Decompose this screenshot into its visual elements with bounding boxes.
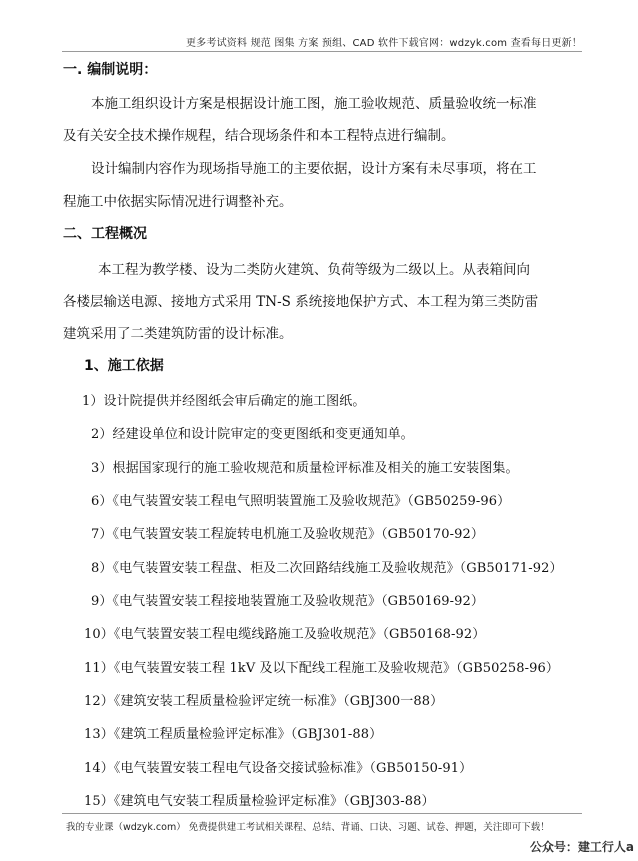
list-item: 12）《建筑安装工程质量检验评定统一标准》（GBJ300一88） bbox=[84, 694, 444, 709]
list-item: 15）《建筑电气安装工程质量检验评定标准》（GBJ303-88） bbox=[84, 794, 435, 809]
paragraph-line: 建筑采用了二类建筑防雷的设计标准。 bbox=[63, 326, 293, 342]
list-item: 2）经建设单位和设计院审定的变更图纸和变更通知单。 bbox=[91, 427, 414, 442]
list-item: 8）《电气装置安装工程盘、柜及二次回路结线施工及验收规范》（GB50171-92） bbox=[91, 561, 563, 576]
heading-compilation-notes: 一. 编制说明： bbox=[63, 62, 158, 78]
list-item: 13）《建筑工程质量检验评定标准》（GBJ301-88） bbox=[84, 727, 383, 742]
page-header: 更多考试资料 规范 图集 方案 预组、CAD 软件下载官网：wdzyk.com 查看每日更新！ bbox=[185, 38, 582, 49]
heading-project-overview: 二、工程概况 bbox=[63, 226, 147, 242]
list-item: 7）《电气装置安装工程旋转电机施工及验收规范》（GB50170-92） bbox=[91, 527, 484, 542]
list-item: 3）根据国家现行的施工验收规范和质量检评标准及相关的施工安装图集。 bbox=[91, 461, 519, 476]
header-divider bbox=[62, 51, 582, 52]
footer-divider bbox=[62, 813, 582, 814]
list-item: 6）《电气装置安装工程电气照明装置施工及验收规范》（GB50259-96） bbox=[91, 494, 511, 509]
paragraph-line: 本施工组织设计方案是根据设计施工图，施工验收规范、质量验收统一标准 bbox=[91, 96, 537, 112]
paragraph-line: 及有关安全技术操作规程，结合现场条件和本工程特点进行编制。 bbox=[63, 128, 455, 144]
paragraph-line: 本工程为教学楼、设为二类防火建筑、负荷等级为二级以上。从表箱间向 bbox=[98, 262, 530, 278]
paragraph-line: 各楼层输送电源、接地方式采用 TN-S 系统接地保护方式、本工程为第三类防雷 bbox=[63, 294, 539, 310]
list-item: 14）《电气装置安装工程电气设备交接试验标准》（GB50150-91） bbox=[84, 761, 473, 776]
paragraph-line: 设计编制内容作为现场指导施工的主要依据，设计方案有未尽事项，将在工 bbox=[91, 161, 537, 177]
list-item: 10）《电气装置安装工程电缆线路施工及验收规范》（GB50168-92） bbox=[84, 627, 486, 642]
list-item: 9）《电气装置安装工程接地装置施工及验收规范》（GB50169-92） bbox=[91, 594, 484, 609]
page-footer: 我的专业课（wdzyk.com） 免费提供建工考试相关课程、总结、背诵、口诀、习题、试卷、押题，关注即可下载！ bbox=[66, 822, 550, 833]
list-item: 1）设计院提供并经图纸会审后确定的施工图纸。 bbox=[82, 394, 366, 409]
heading-construction-basis: 1、施工依据 bbox=[84, 358, 164, 374]
list-item: 11）《电气装置安装工程 1kV 及以下配线工程施工及验收规范》（GB50258-96） bbox=[84, 661, 559, 676]
watermark: 公众号：建工行人a bbox=[529, 840, 634, 854]
paragraph-line: 程施工中依据实际情况进行调整补充。 bbox=[63, 194, 293, 210]
